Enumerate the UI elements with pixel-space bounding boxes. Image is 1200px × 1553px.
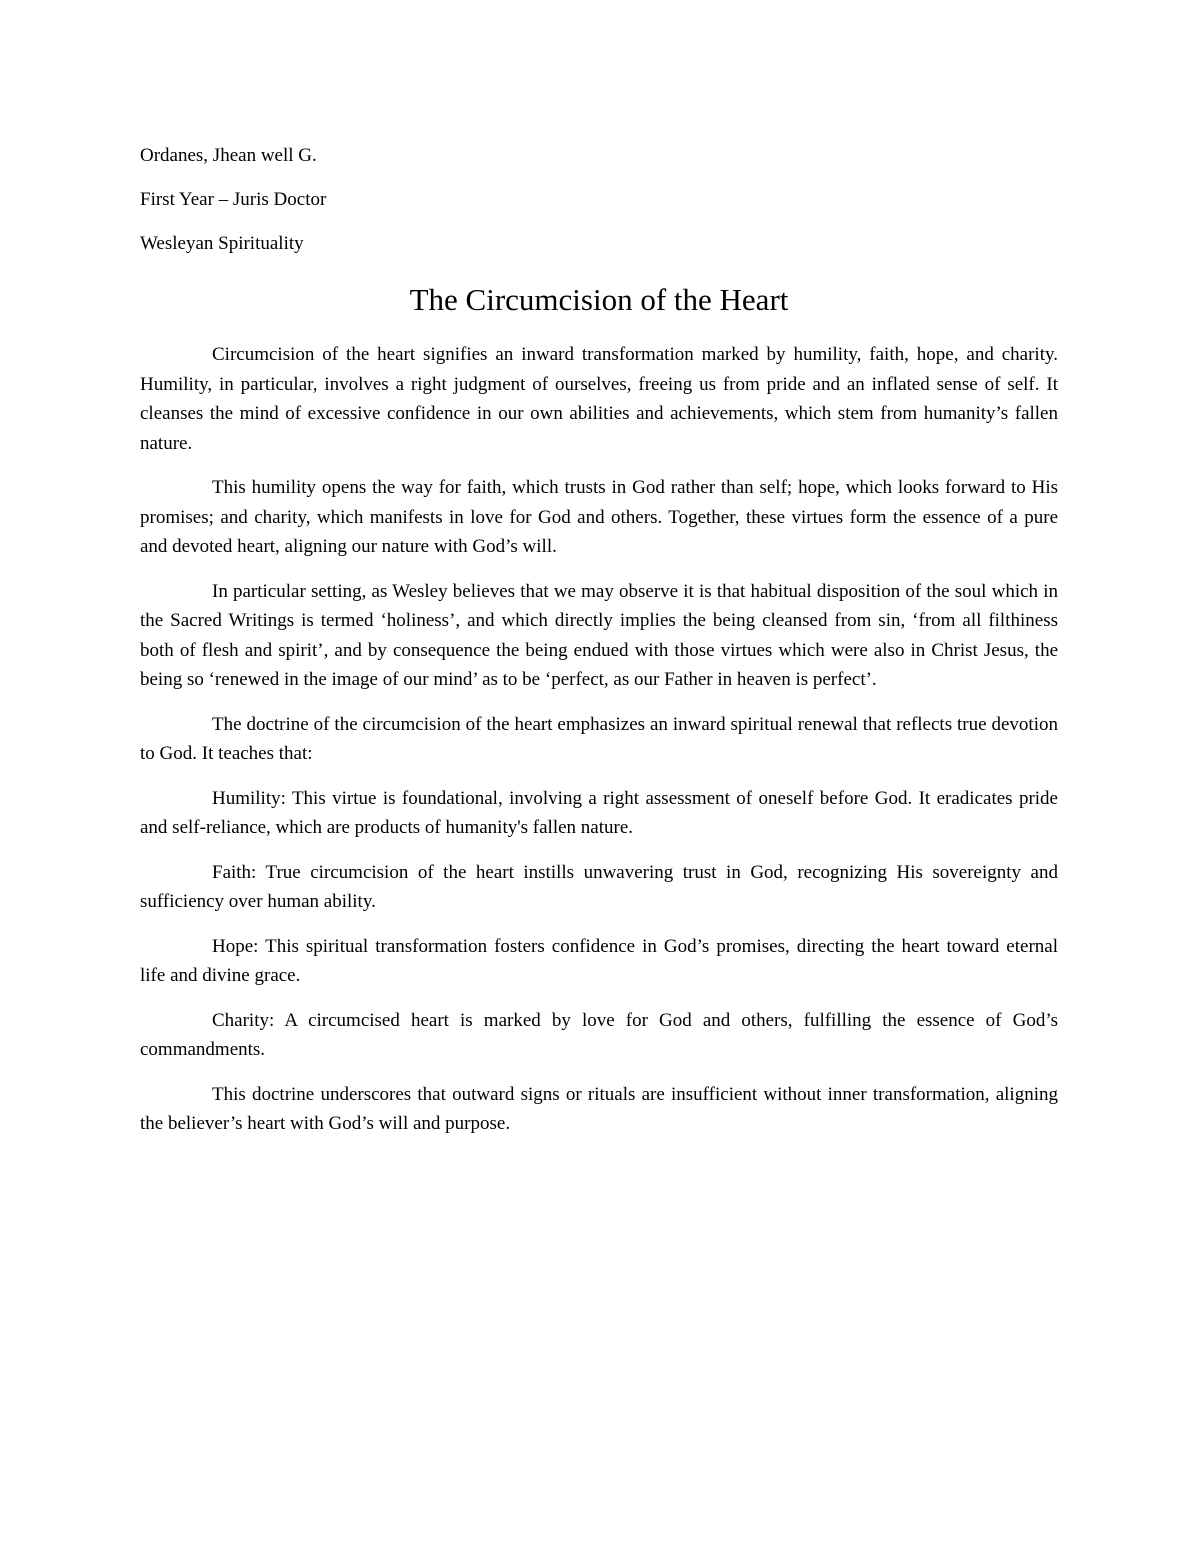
document-title: The Circumcision of the Heart <box>409 282 789 317</box>
paragraph-wesley: In particular setting, as Wesley believes that we may observe it is that habitual disposition of the soul which in the Sacred Writings is termed ‘holiness’, and which directly implies the being cleansed from sin, ‘from all filthiness both of flesh and spirit’, and by consequence the being endued with those virtues which were also in Christ Jesus, the being so ‘renewed in the image of our mind’ as to be ‘perfect, as our Father in heaven is perfect’. <box>140 580 1058 690</box>
year-level: First Year – Juris Doctor <box>140 189 327 210</box>
author-name: Ordanes, Jhean well G. <box>140 145 317 166</box>
paragraph-virtues: This humility opens the way for faith, which trusts in God rather than self; hope, which looks forward to His promises; and charity, which manifests in love for God and others. Together, these virtues form the essence of a pure and devoted heart, aligning our nature with God’s will. <box>140 477 1058 557</box>
paragraph-conclusion: This doctrine underscores that outward signs or rituals are insufficient without inner transformation, aligning the believer’s heart with God’s will and purpose. <box>140 1083 1058 1134</box>
course-name: Wesleyan Spirituality <box>140 233 304 254</box>
paragraph-doctrine: The doctrine of the circumcision of the heart emphasizes an inward spiritual renewal that reflects true devotion to God. It teaches that: <box>140 713 1058 764</box>
document-body <box>140 142 1058 1154</box>
paragraph-charity: Charity: A circumcised heart is marked by love for God and others, fulfilling the essence of God’s commandments. <box>140 1009 1058 1060</box>
paragraph-faith: Faith: True circumcision of the heart instills unwavering trust in God, recognizing His sovereignty and sufficiency over human ability. <box>140 861 1058 912</box>
paragraph-humility: Humility: This virtue is foundational, involving a right assessment of oneself before God. It eradicates pride and self-reliance, which are products of humanity's fallen nature. <box>140 787 1058 838</box>
paragraph-hope: Hope: This spiritual transformation fosters confidence in God’s promises, directing the heart toward eternal life and divine grace. <box>140 935 1058 986</box>
paragraph-intro: Circumcision of the heart signifies an inward transformation marked by humility, faith, hope, and charity. Humility, in particular, involves a right judgment of ourselves, freeing us from pride and an inflated sense of self. It cleanses the mind of excessive confidence in our own abilities and achievements, which stem from humanity’s fallen nature. <box>140 344 1058 454</box>
